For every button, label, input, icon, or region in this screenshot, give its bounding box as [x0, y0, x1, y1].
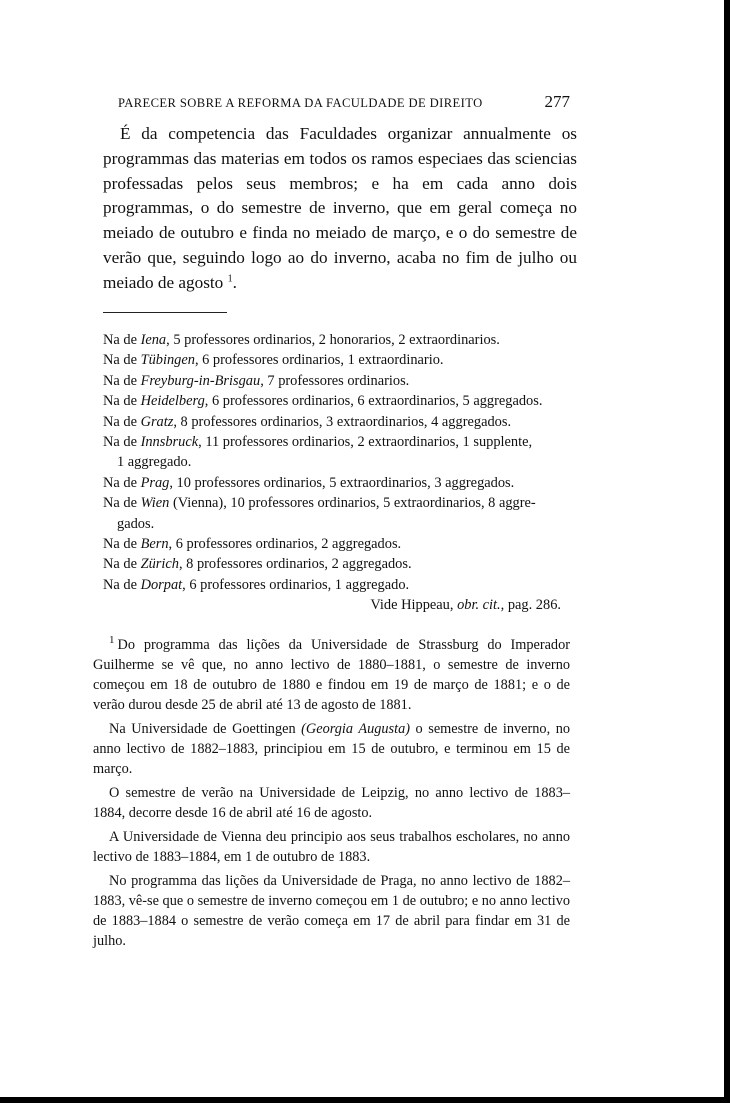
university-name: Iena	[140, 332, 167, 348]
footnote-paragraph: O semestre de verão na Universidade de Leipzig, no anno lectivo de 1883–1884, decorre desde 16 de abril até 16 de agosto.	[93, 785, 570, 821]
list-item: Na de Freyburg-in-Brisgau, 7 professores ordinarios.	[103, 372, 410, 389]
footnote-mark: 1	[109, 634, 115, 647]
university-name: Innsbruck	[140, 434, 199, 451]
university-list	[103, 330, 573, 616]
list-item: Na de Wien (Vienna), 10 professores ordinarios, 5 extraordinarios, 8 aggre-	[103, 495, 536, 512]
list-item-continuation: 1 aggregado.	[117, 454, 192, 471]
running-head: PARECER SOBRE A REFORMA DA FACULDADE DE DIREITO	[118, 96, 483, 110]
page-number: 277	[544, 92, 570, 111]
list-item: Na de Heidelberg, 6 professores ordinarios, 6 extraordinarios, 5 aggregados.	[103, 393, 543, 410]
footnotes	[93, 635, 570, 955]
university-name: Freyburg-in-Brisgau	[140, 372, 261, 389]
footnote-separator	[103, 312, 227, 313]
page-header	[118, 92, 570, 112]
list-item: Na de Gratz, 8 professores ordinarios, 3 extraordinarios, 4 aggregados.	[103, 413, 512, 430]
list-item: Na de Innsbruck, 11 professores ordinarios, 2 extraordinarios, 1 supplente,	[103, 434, 533, 451]
footnote-paragraph: A Universidade de Vienna deu principio aos seus trabalhos escholares, no anno lectivo de 1883–1884, em 1 de outubro de 1883.	[93, 829, 570, 865]
list-item-continuation: gados.	[117, 515, 155, 532]
university-name: Dorpat	[140, 576, 183, 593]
footnote-paragraph: No programma das lições da Universidade de Praga, no anno lectivo de 1882–1883, vê-se que o semestre de inverno começou em 1 de outubro; e no anno lectivo de 1883–1884 o semestre de verão começa em 17 de abril para findar em 31 de julho.	[93, 873, 570, 949]
list-item: Na de Prag, 10 professores ordinarios, 5 extraordinarios, 3 aggregados.	[103, 474, 515, 491]
list-item: Na de Dorpat, 6 professores ordinarios, 1 aggregado.	[103, 576, 410, 593]
list-item: Na de Bern, 6 professores ordinarios, 2 aggregados.	[103, 536, 402, 553]
university-name: Prag	[140, 474, 170, 491]
university-name: Wien	[140, 495, 170, 512]
main-paragraph-text: É da competencia das Faculdades organizar annualmente os programmas das materias em todos os ramos especiaes das sciencias professadas pelos seus membros; e ha em cada anno dois programmas, o do semestre de inverno, que em geral começa no meiado de outubro e finda no meiado de março, e o do semestre de verão que, seguindo logo ao do inverno, acaba no fim de julho ou meiado de agosto	[103, 124, 577, 292]
source-citation: Vide Hippeau, obr. cit., pag. 286.	[370, 597, 561, 614]
footnote-paragraph: Na Universidade de Goettingen (Georgia Augusta) o semestre de inverno, no anno lectivo de 1882–1883, principiou em 15 de outubro, e terminou em 15 de março.	[93, 721, 570, 777]
main-paragraph: É da competencia das Faculdades organizar annualmente os programmas das materias em todos os ramos especiaes das sciencias professadas pelos seus membros; e ha em cada anno dois programmas, o do semestre de inverno, que em geral começa no meiado de outubro e finda no meiado de março, e o do semestre de verão que, seguindo logo ao do inverno, acaba no fim de julho ou meiado de agosto $^1$.	[103, 124, 577, 292]
list-item: Na de Iena, 5 professores ordinarios, 2 honorarios, 2 extraordinarios.	[103, 332, 500, 348]
university-name: Gratz	[140, 413, 174, 430]
list-item: Na de Tübingen, 6 professores ordinarios, 1 extraordinario.	[103, 352, 444, 369]
university-name: Zürich	[140, 556, 179, 573]
footnote-paragraph: $^1$ Do programma das lições da Universidade de Strassburg do Imperador Guilherme se vê que, no anno lectivo de 1880–1881, o semestre de inverno começou em 18 de outubro de 1880 e findou em 19 de março de 1881; e o de verão durou desde 25 de abril até 13 de agosto de 1881.	[93, 634, 570, 713]
university-name: Bern	[140, 536, 169, 553]
university-name: Heidelberg	[140, 393, 205, 410]
university-name: Tübingen	[140, 352, 195, 369]
list-item: Na de Zürich, 8 professores ordinarios, 2 aggregados.	[103, 556, 412, 573]
footnote-reference: 1	[227, 273, 233, 285]
